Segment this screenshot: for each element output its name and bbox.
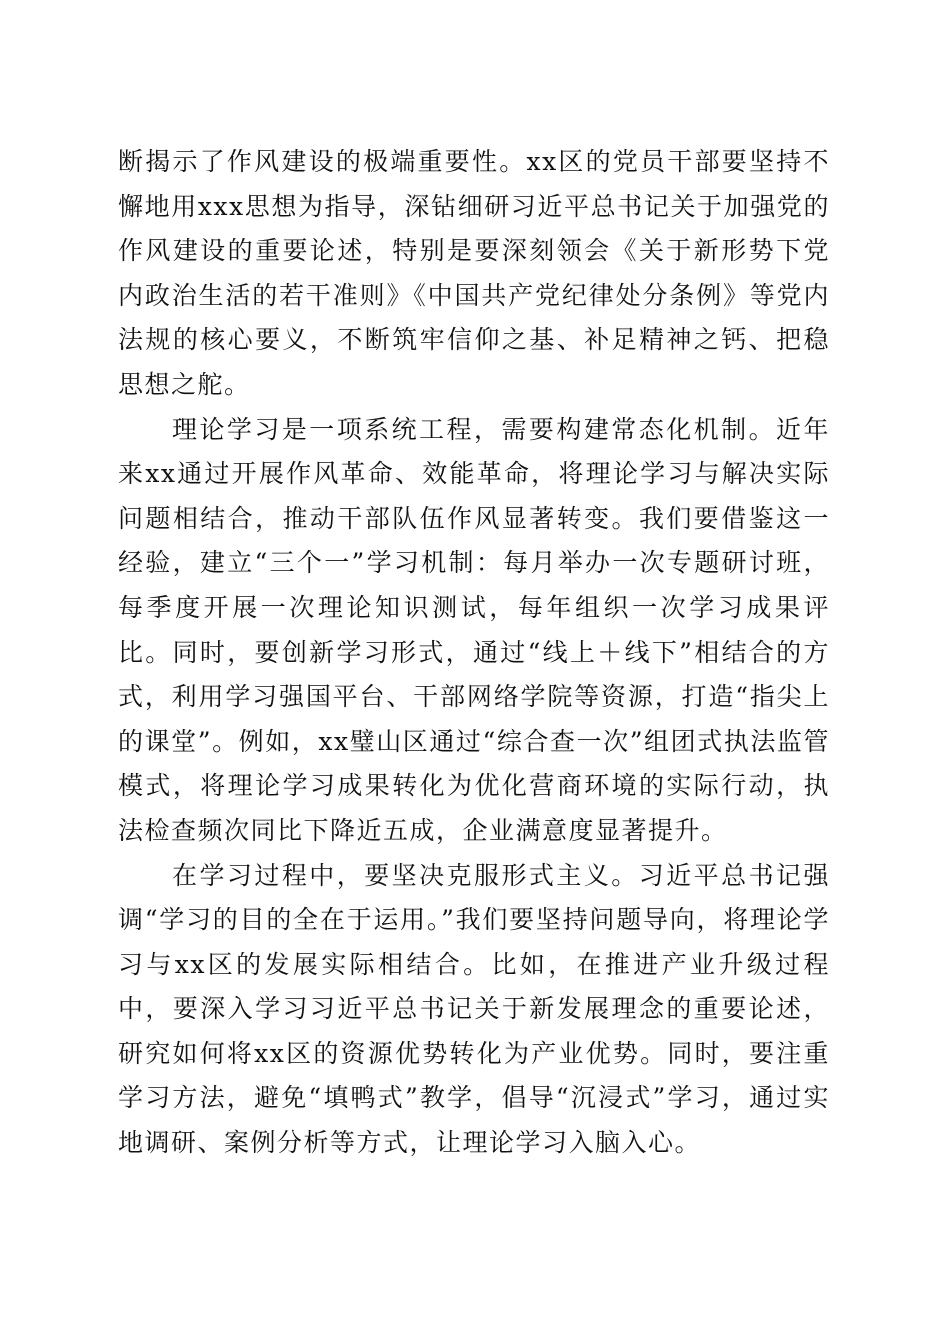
paragraph-continuation: 断揭示了作风建设的极端重要性。xx区的党员干部要坚持不懈地用xxx思想为指导，深钻细研习近平总书记关于加强党的作风建设的重要论述，特别是要深刻领会《关于新形势下党内政治生活的若干准则》《中国共产党纪律处分条例》等党内法规的核心要义，不断筑牢信仰之基、补足精神之钙、把稳思想之舵。 [118,147,830,399]
paragraph-theory-study: 理论学习是一项系统工程，需要构建常态化机制。近年来xx通过开展作风革命、效能革命，将理论学习与解决实际问题相结合，推动干部队伍作风显著转变。我们要借鉴这一经验，建立“三个一”学习机制：每月举办一次专题研讨班，每季度开展一次理论知识测试，每年组织一次学习成果评比。同时，要创新学习形式，通过“线上＋线下”相结合的方式，利用学习强国平台、干部网络学院等资源，打造“指尖上的课堂”。例如，xx璧山区通过“综合查一次”组团式执法监管模式，将理论学习成果转化为优化营商环境的实际行动，执法检查频次同比下降近五成，企业满意度显著提升。 [118,414,830,845]
document-body [118,140,830,1166]
paragraph-avoid-formalism: 在学习过程中，要坚决克服形式主义。习近平总书记强调“学习的目的全在于运用。”我们要坚持问题导向，将理论学习与xx区的发展实际相结合。比如，在推进产业升级过程中，要深入学习习近平总书记关于新发展理念的重要论述，研究如何将xx区的资源优势转化为产业优势。同时，要注重学习方法，避免“填鸭式”教学，倡导“沉浸式”学习，通过实地调研、案例分析等方式，让理论学习入脑入心。 [118,860,830,1158]
